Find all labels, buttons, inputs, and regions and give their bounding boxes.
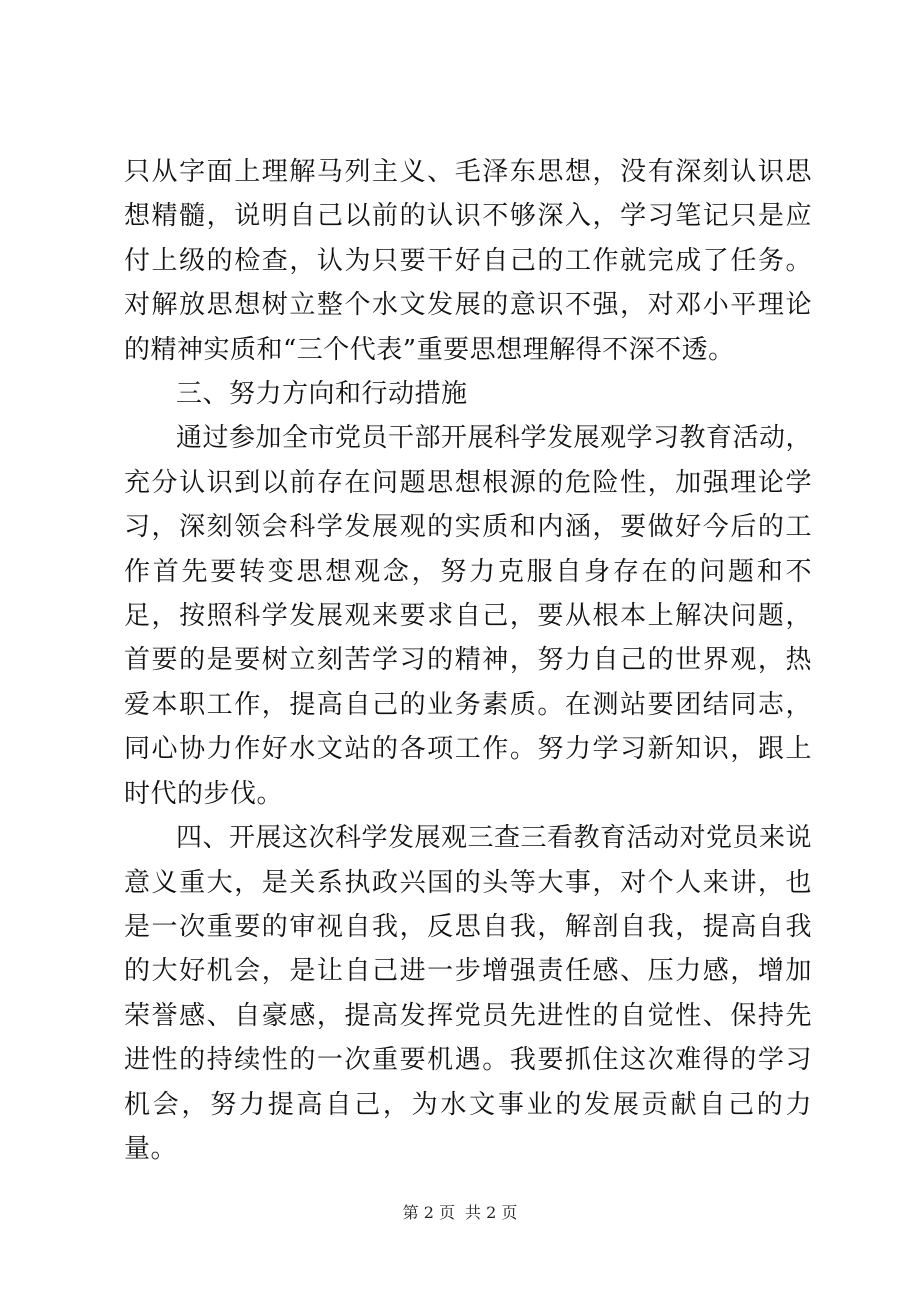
document-body bbox=[124, 150, 812, 1171]
page-total: 共 2 页 bbox=[465, 1203, 518, 1222]
section-heading-3: 三、努力方向和行动措施 bbox=[176, 379, 468, 410]
page-number: 第 2 页 bbox=[402, 1203, 455, 1222]
page-footer bbox=[0, 1202, 920, 1224]
paragraph-3: 通过参加全市党员干部开展科学发展观学习教育活动，充分认识到以前存在问题思想根源的危险性，加强理论学习，深刻领会科学发展观的实质和内涵，要做好今后的工作首先要转变思想观念，努力克服自身存在的问题和不足，按照科学发展观来要求自己，要从根本上解决问题，首要的是要树立刻苦学习的精神，努力自己的世界观，热爱本职工作，提高自己的业务素质。在测站要团结同志，同心协力作好水文站的各项工作。努力学习新知识，跟上时代的步伐。 bbox=[124, 423, 813, 809]
paragraph-4: 四、开展这次科学发展观三查三看教育活动对党员来说意义重大，是关系执政兴国的头等大事，对个人来讲，也是一次重要的审视自我，反思自我，解剖自我，提高自我的大好机会，是让自己进一步增强责任感、压力感，增加荣誉感、自豪感，提高发挥党员先进性的自觉性、保持先进性的持续性的一次重要机遇。我要抓住这次难得的学习机会，努力提高自己，为水文事业的发展贡献自己的力量。 bbox=[124, 823, 813, 1164]
paragraph-1: 只从字面上理解马列主义、毛泽东思想，没有深刻认识思想精髓，说明自己以前的认识不够深入，学习笔记只是应付上级的检查，认为只要干好自己的工作就完成了任务。对解放思想树立整个水文发展的意识不强，对邓小平理论的精神实质和“三个代表”重要思想理解得不深不透。 bbox=[124, 157, 812, 365]
